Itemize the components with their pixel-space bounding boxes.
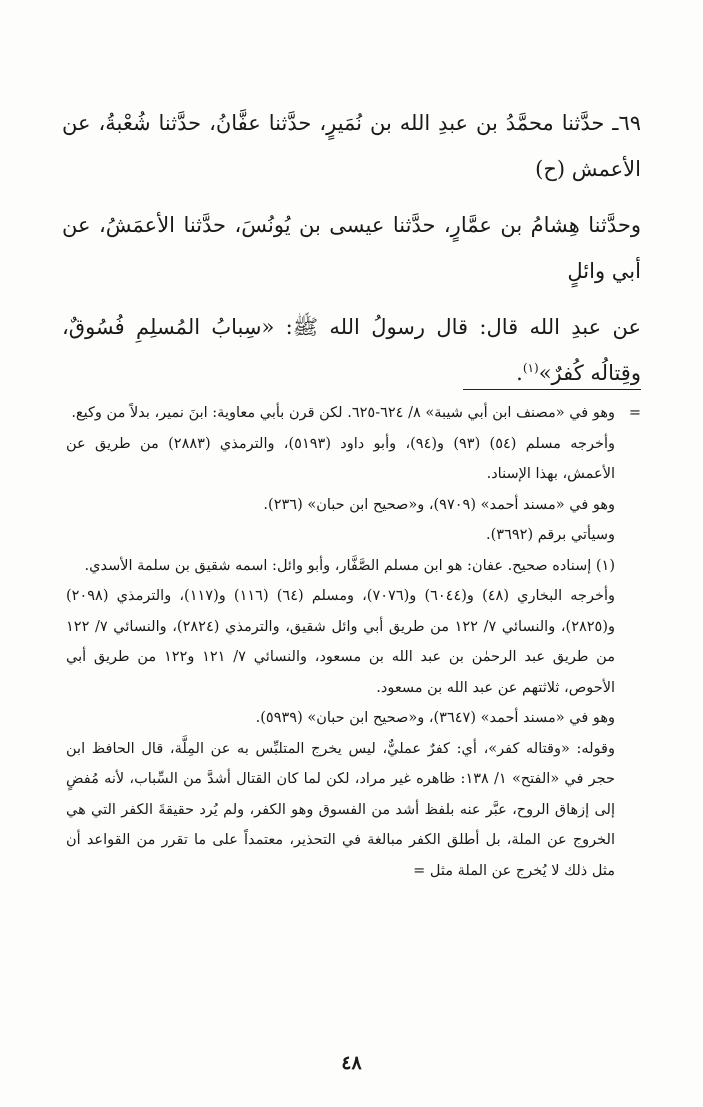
footnote-1-head: (١) إسناده صحيح. عفان: هو ابن مسلم الصَّفَّار، وأبو وائل: اسمه شقيق بن سلمة الأسدي. — [84, 557, 615, 574]
hadith-isnad-1: ٦٩ـ حدَّثنا محمَّدُ بن عبدِ الله بن نُمَيرٍ، حدَّثنا عفَّانُ، حدَّثنا شُعْبةُ، عن الأعمش (ح) — [62, 111, 641, 181]
footnote-cont-line-3: وهو في «مسند أحمد» (٩٧٠٩)، و«صحيح ابن حبان» (٢٣٦). — [263, 496, 615, 513]
hadith-matn-text: عن عبدِ الله قال: قال رسولُ الله ﷺ: «سِبابُ المُسلِمِ فُسُوقٌ، وقِتالُه كُفرٌ» — [62, 315, 641, 385]
hadith-matn-end: . — [516, 361, 523, 385]
footnote-cont-line-2: وأخرجه مسلم (٥٤) (٩٣) و(٩٤)، وأبو داود (٥١٩٣)، والترمذي (٢٨٨٣) من طريق عن الأعمش، بهذا الإسناد. — [66, 435, 615, 482]
page-number: ٤٨ — [341, 1052, 362, 1074]
footnote-cont-line-4: وسيأتي برقم (٣٦٩٢). — [486, 527, 615, 543]
footnote-1-sharh: وقوله: «وقتاله كفر»، أي: كفرٌ عمليٌّ، ليس يخرج المتلبِّس به عن المِلَّة، قال الحافظ ابن حجر في «الفتح» ١/ ١٣٨: ظاهره غير مراد، لكن لما كان القتال أشدَّ من السِّباب، لأنه مُفضٍ إلى إزهاق الروح، عبَّر عنه بلفظ أشد من الفسوق وهو الكفر، ولم يُرد حقيقةَ الكفر التي هي الخروج عن الملة، بل أطلق الكفر مبالغة في التحذير، معتمداً على ما تقرر من القواعد أن مثل ذلك لا يُخرج عن الملة مثل = — [66, 740, 615, 879]
footnote-1-musnad: وهو في «مسند أحمد» (٣٦٤٧)، و«صحيح ابن حبان» (٥٩٣٩). — [255, 710, 615, 726]
footnote-separator — [463, 389, 641, 390]
hadith-isnad-2: وحدَّثنا هِشامُ بن عمَّارٍ، حدَّثنا عيسى بن يُونُسَ، حدَّثنا الأعمَشُ، عن أبي وائلٍ — [62, 213, 641, 283]
hadith-text — [62, 100, 641, 396]
continuation-mark: = — [628, 405, 641, 421]
footnotes — [66, 398, 641, 886]
footnote-cont-line-1: وهو في «مصنف ابن أبي شيبة» ٨/ ٦٢٤-٦٢٥. لكن قرن بأبي معاوية: ابنَ نمير، بدلاً من وكيع. — [71, 405, 615, 421]
hadith-matn — [62, 304, 641, 396]
footnote-1-takhrij: وأخرجه البخاري (٤٨) و(٦٠٤٤) و(٧٠٧٦)، ومسلم (٦٤) (١١٦) و(١١٧)، والترمذي (٢٠٩٨) و(٢٨٢٥)، والنسائي ٧/ ١٢٢ من طريق أبي وائل شقيق، والترمذي (٢٨٢٤)، والنسائي ٧/ ١٢٢ من طريق عبد الرحمٰن بن عبد الله بن مسعود، والنسائي ٧/ ١٢١ و١٢٢ من طريق أبي الأحوص، ثلاثتهم عن عبد الله بن مسعود. — [66, 588, 616, 696]
footnote-ref-1: (١) — [522, 361, 539, 375]
